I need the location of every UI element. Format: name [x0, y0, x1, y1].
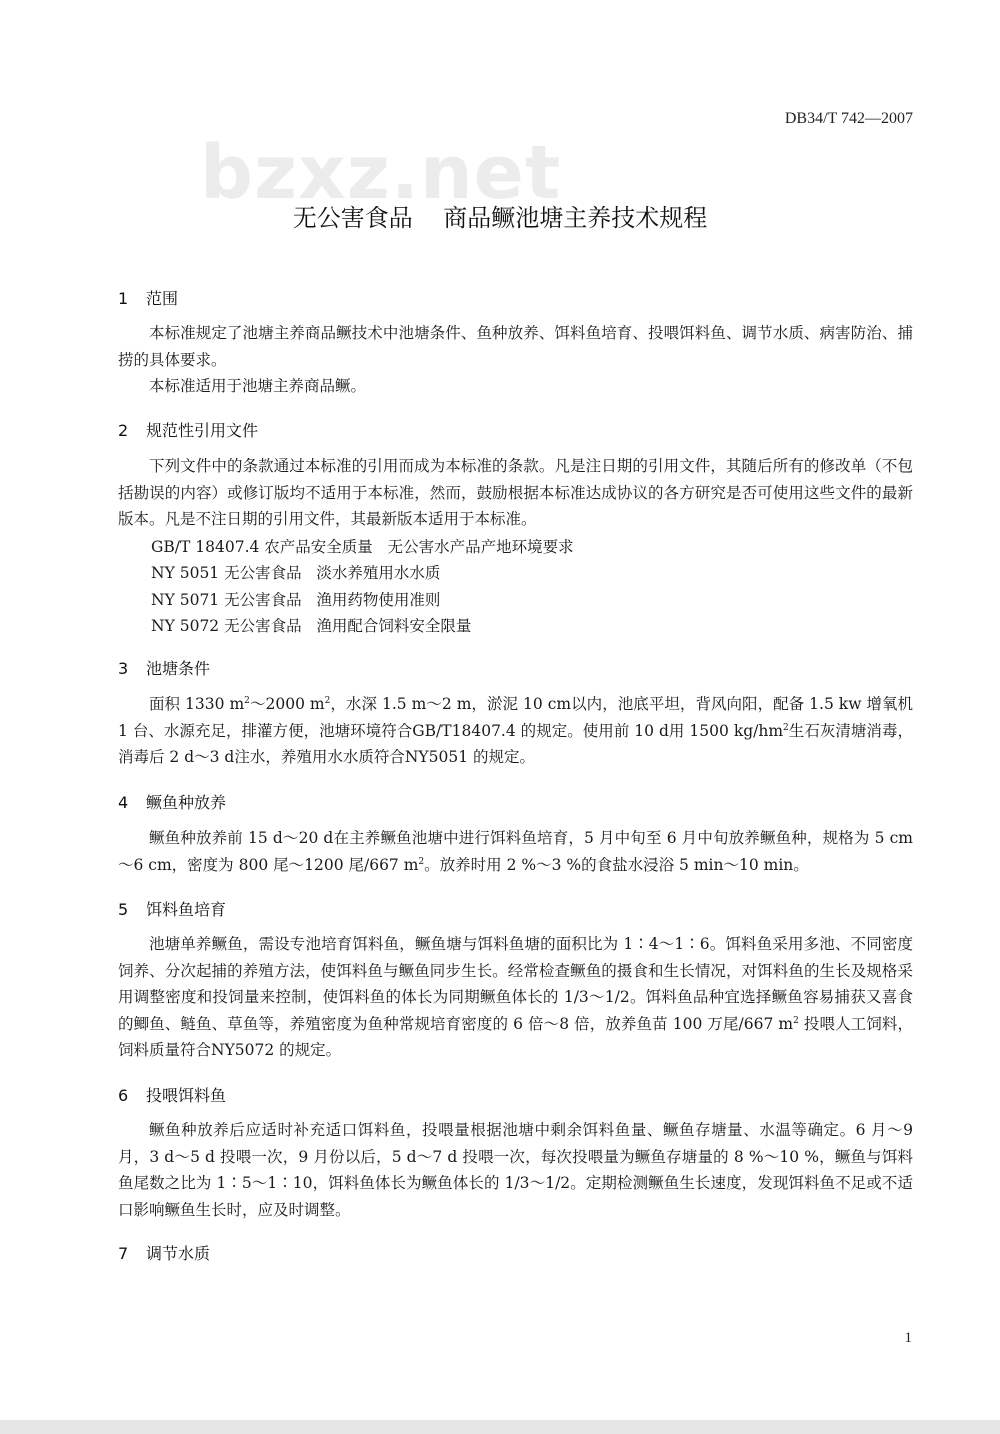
section-number: 2: [118, 421, 129, 440]
text-run: ，水深 1.5 m～2 m，淤泥 10 cm以内，池底平坦，背风向阳，配备 1.5 kw 增氧机 1 台、水源充足，排灌方便，池塘环境符合GB/T18407.4 的规定。使用前 10 d用 1500 kg/hm: [118, 695, 914, 740]
section-2-paragraph-1: 下列文件中的条款通过本标准的引用而成为本标准的条款。凡是注日期的引用文件，其随后所有的修改单（不包括勘误的内容）或修订版均不适用于本标准，然而，鼓励根据本标准达成协议的各方研究是否可使用这些文件的最新版本。凡是不注日期的引用文件，其最新版本适用于本标准。: [118, 457, 913, 528]
section-3-paragraph-1: [118, 691, 913, 771]
section-title: 池塘条件: [146, 659, 211, 678]
section-title: 调节水质: [146, 1244, 211, 1263]
section-title: 投喂饵料鱼: [146, 1086, 227, 1105]
reference-item: NY 5071 无公害食品 渔用药物使用准则: [151, 591, 441, 609]
watermark: bzxz.net: [200, 130, 562, 216]
standard-code: DB34/T 742—2007: [784, 110, 913, 127]
section-number: 4: [118, 793, 129, 812]
section-6-heading: [118, 1083, 226, 1106]
section-5-heading: [118, 897, 226, 920]
superscript: 2: [324, 695, 331, 706]
section-5-paragraph-1: [118, 931, 913, 1064]
page-number: 1: [904, 1330, 912, 1346]
superscript: 2: [783, 722, 789, 733]
section-title: 范围: [146, 289, 179, 308]
section-title: 规范性引用文件: [146, 421, 259, 440]
text-run: 鳜鱼种放养前 15 d～20 d在主养鳜鱼池塘中进行饵料鱼培育，5 月中旬至 6 月中旬放养鳜鱼种，规格为 5 cm～6 cm，密度为 800 尾～1200 尾/667 m: [118, 829, 913, 874]
section-title: 鳜鱼种放养: [146, 793, 227, 812]
section-3-heading: [118, 656, 210, 679]
text-run: 。放养时用 2 %～3 %的食盐水浸浴 5 min～10 min。: [424, 855, 809, 874]
reference-item: NY 5051 无公害食品 淡水养殖用水水质: [151, 564, 441, 582]
section-4-paragraph-1: [118, 825, 913, 878]
section-7-heading: [118, 1241, 210, 1264]
superscript: 2: [793, 1015, 799, 1026]
section-6-paragraph-1: 鳜鱼种放养后应适时补充适口饵料鱼，投喂量根据池塘中剩余饵料鱼量、鳜鱼存塘量、水温等确定。6 月～9 月，3 d～5 d 投喂一次，9 月份以后，5 d～7 d 投喂一次，每次投喂量为鳜鱼存塘量的 8 %～10 %，鳜鱼与饵料鱼尾数之比为 1∶5～1∶10，饵料鱼体长为鳜鱼体长的 1/3～1/2。定期检测鳜鱼生长速度，发现饵料鱼不足或不适口影响鳜鱼生长时，应及时调整。: [118, 1121, 913, 1219]
section-2-heading: [118, 418, 258, 441]
section-4-heading: [118, 790, 226, 813]
text-run: 池塘单养鳜鱼，需设专池培育饵料鱼，鳜鱼塘与饵料鱼塘的面积比为 1∶4～1∶6。饵料鱼采用多池、不同密度饲养、分次起捕的养殖方法，使饵料鱼与鳜鱼同步生长。经常检查鳜鱼的摄食和生长情况，对饵料鱼的生长及规格采用调整密度和投饲量来控制，使饵料鱼的体长为同期鳜鱼体长的 1/3～1/2。饵料鱼品种宜选择鳜鱼容易捕获又喜食的鲫鱼、鲢鱼、草鱼等，养殖密度为鱼种常规培育密度的 6 倍～8 倍，放养鱼苗 100 万尾/667 m: [118, 935, 913, 1033]
section-1-paragraph-2: 本标准适用于池塘主养商品鳜。: [149, 377, 367, 395]
section-title: 饵料鱼培育: [146, 900, 227, 919]
section-number: 1: [118, 289, 129, 308]
section-number: 6: [118, 1086, 129, 1105]
reference-item: NY 5072 无公害食品 渔用配合饲料安全限量: [151, 617, 472, 635]
text-run: 生石灰清塘消毒，消毒后 2 d～3 d注水，养殖用水水质符合NY5051 的规定。: [118, 721, 913, 766]
text-run: 投喂人工饲料，饲料质量符合NY5072 的规定。: [118, 1014, 913, 1059]
reference-item: GB/T 18407.4 农产品安全质量 无公害水产品产地环境要求: [151, 538, 574, 556]
text-run: ～2000 m: [249, 695, 325, 713]
document-title: 无公害食品 商品鳜池塘主养技术规程: [292, 204, 708, 232]
viewer-bottom-bar: [0, 1420, 1000, 1434]
section-number: 5: [118, 900, 129, 919]
superscript: 2: [244, 695, 250, 706]
section-number: 3: [118, 659, 129, 678]
section-number: 7: [118, 1244, 129, 1263]
text-run: 面积 1330 m: [149, 695, 245, 713]
section-1-paragraph-1: 本标准规定了池塘主养商品鳜技术中池塘条件、鱼种放养、饵料鱼培育、投喂饵料鱼、调节水质、病害防治、捕捞的具体要求。: [118, 324, 913, 369]
section-1-heading: [118, 286, 178, 309]
superscript: 2: [418, 856, 425, 867]
